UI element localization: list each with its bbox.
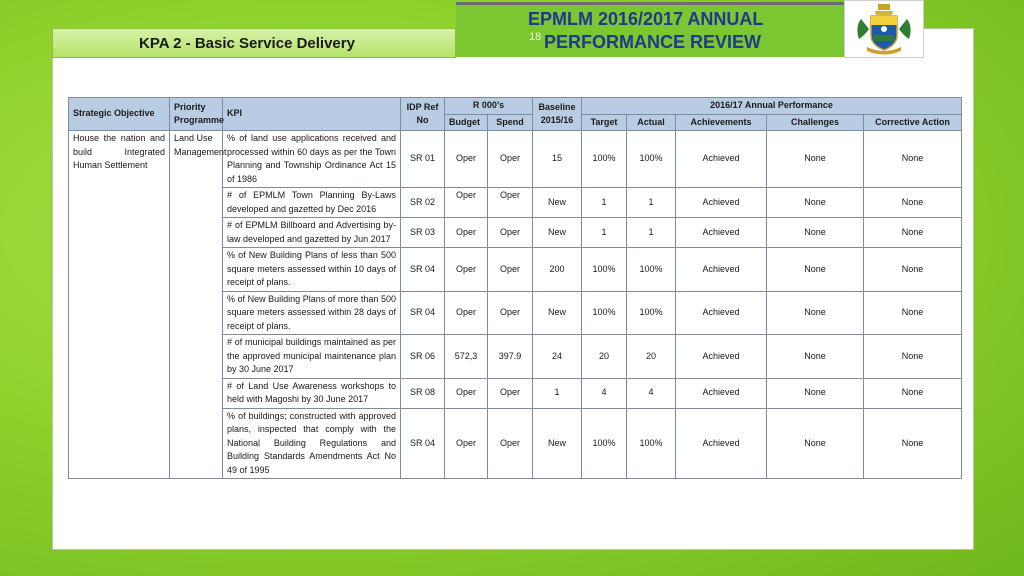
actual-cell: 100% (627, 131, 676, 188)
kpi-cell: # of Land Use Awareness workshops to held with Magoshi by 30 June 2017 (223, 378, 401, 408)
header-challenges: Challenges (767, 114, 864, 131)
kpi-cell: # of municipal buildings maintained as per the approved municipal maintenance plan by 30 June 2017 (223, 335, 401, 379)
title-banner (456, 2, 844, 57)
idp-cell: SR 04 (401, 248, 445, 292)
budget-cell: Oper (445, 188, 488, 218)
header-target: Target (582, 114, 627, 131)
actual-cell: 100% (627, 408, 676, 479)
challenge-cell: None (767, 218, 864, 248)
kpi-table (68, 97, 962, 479)
achievement-cell: Achieved (676, 408, 767, 479)
baseline-cell: New (533, 188, 582, 218)
corrective-cell: None (864, 218, 962, 248)
strategic-objective-cell: House the nation and build Integrated Human Settlement (69, 131, 170, 479)
header-spend: Spend (488, 114, 533, 131)
baseline-cell: 15 (533, 131, 582, 188)
header-corrective-action: Corrective Action (864, 114, 962, 131)
achievement-cell: Achieved (676, 218, 767, 248)
corrective-cell: None (864, 131, 962, 188)
target-cell: 1 (582, 188, 627, 218)
corrective-cell: None (864, 378, 962, 408)
kpi-cell: # of EPMLM Billboard and Advertising by-law developed and gazetted by Jun 2017 (223, 218, 401, 248)
baseline-cell: 1 (533, 378, 582, 408)
budget-cell: Oper (445, 378, 488, 408)
kpi-cell: % of New Building Plans of less than 500 square meters assessed within 10 days of receipt of plans. (223, 248, 401, 292)
budget-cell: Oper (445, 248, 488, 292)
achievement-cell: Achieved (676, 335, 767, 379)
idp-cell: SR 01 (401, 131, 445, 188)
page-title-line2: PERFORMANCE REVIEW (544, 32, 762, 52)
actual-cell: 1 (627, 188, 676, 218)
header-kpi: KPI (223, 98, 401, 131)
spend-cell: Oper (488, 218, 533, 248)
challenge-cell: None (767, 378, 864, 408)
table-row (69, 131, 962, 188)
actual-cell: 1 (627, 218, 676, 248)
baseline-cell: 200 (533, 248, 582, 292)
spend-cell: 397.9 (488, 335, 533, 379)
header-achievements: Achievements (676, 114, 767, 131)
corrective-cell: None (864, 188, 962, 218)
actual-cell: 20 (627, 335, 676, 379)
baseline-cell: New (533, 291, 582, 335)
target-cell: 100% (582, 291, 627, 335)
idp-cell: SR 04 (401, 408, 445, 479)
spend-cell: Oper (488, 188, 533, 218)
kpa-banner (52, 28, 456, 58)
page-title-line1: EPMLM 2016/2017 ANNUAL (528, 9, 764, 29)
challenge-cell: None (767, 408, 864, 479)
achievement-cell: Achieved (676, 131, 767, 188)
achievement-cell: Achieved (676, 248, 767, 292)
baseline-cell: New (533, 408, 582, 479)
kpa-title: KPA 2 - Basic Service Delivery (139, 35, 355, 52)
header-annual-performance: 2016/17 Annual Performance (582, 98, 962, 115)
spend-cell: Oper (488, 408, 533, 479)
baseline-cell: 24 (533, 335, 582, 379)
target-cell: 100% (582, 131, 627, 188)
achievement-cell: Achieved (676, 291, 767, 335)
target-cell: 1 (582, 218, 627, 248)
challenge-cell: None (767, 291, 864, 335)
header-budget: Budget (445, 114, 488, 131)
corrective-cell: None (864, 248, 962, 292)
idp-cell: SR 06 (401, 335, 445, 379)
header-actual: Actual (627, 114, 676, 131)
idp-cell: SR 08 (401, 378, 445, 408)
header-strategic-objective: Strategic Objective (69, 98, 170, 131)
crest-icon (845, 1, 923, 57)
header-row-1 (69, 98, 962, 115)
idp-cell: SR 02 (401, 188, 445, 218)
budget-cell: 572,3 (445, 335, 488, 379)
baseline-cell: New (533, 218, 582, 248)
idp-cell: SR 03 (401, 218, 445, 248)
corrective-cell: None (864, 335, 962, 379)
challenge-cell: None (767, 248, 864, 292)
achievement-cell: Achieved (676, 188, 767, 218)
budget-cell: Oper (445, 218, 488, 248)
slide-number: 18 (529, 31, 542, 43)
challenge-cell: None (767, 188, 864, 218)
spend-cell: Oper (488, 131, 533, 188)
municipal-crest-logo (844, 0, 924, 58)
header-priority-programme: Priority Programme (170, 98, 223, 131)
corrective-cell: None (864, 408, 962, 479)
header-baseline: Baseline 2015/16 (533, 98, 582, 131)
challenge-cell: None (767, 131, 864, 188)
idp-cell: SR 04 (401, 291, 445, 335)
kpi-cell: # of EPMLM Town Planning By-Laws developed and gazetted by Dec 2016 (223, 188, 401, 218)
budget-cell: Oper (445, 291, 488, 335)
kpi-cell: % of land use applications received and processed within 60 days as per the Town Planning and Township Ordinance Act 15 of 1986 (223, 131, 401, 188)
target-cell: 20 (582, 335, 627, 379)
priority-programme-cell: Land Use Management (170, 131, 223, 479)
target-cell: 100% (582, 408, 627, 479)
header-idp-ref: IDP Ref No (401, 98, 445, 131)
kpi-cell: % of buildings; constructed with approved plans, inspected that comply with the National Building Regulations and Building Standards Amendments Act No 49 of 1995 (223, 408, 401, 479)
target-cell: 4 (582, 378, 627, 408)
spend-cell: Oper (488, 378, 533, 408)
achievement-cell: Achieved (676, 378, 767, 408)
target-cell: 100% (582, 248, 627, 292)
spend-cell: Oper (488, 248, 533, 292)
corrective-cell: None (864, 291, 962, 335)
budget-cell: Oper (445, 408, 488, 479)
kpi-cell: % of New Building Plans of more than 500 square meters assessed within 28 days of receipt of plans. (223, 291, 401, 335)
spend-cell: Oper (488, 291, 533, 335)
actual-cell: 4 (627, 378, 676, 408)
challenge-cell: None (767, 335, 864, 379)
budget-cell: Oper (445, 131, 488, 188)
actual-cell: 100% (627, 248, 676, 292)
header-r000s: R 000's (445, 98, 533, 115)
actual-cell: 100% (627, 291, 676, 335)
